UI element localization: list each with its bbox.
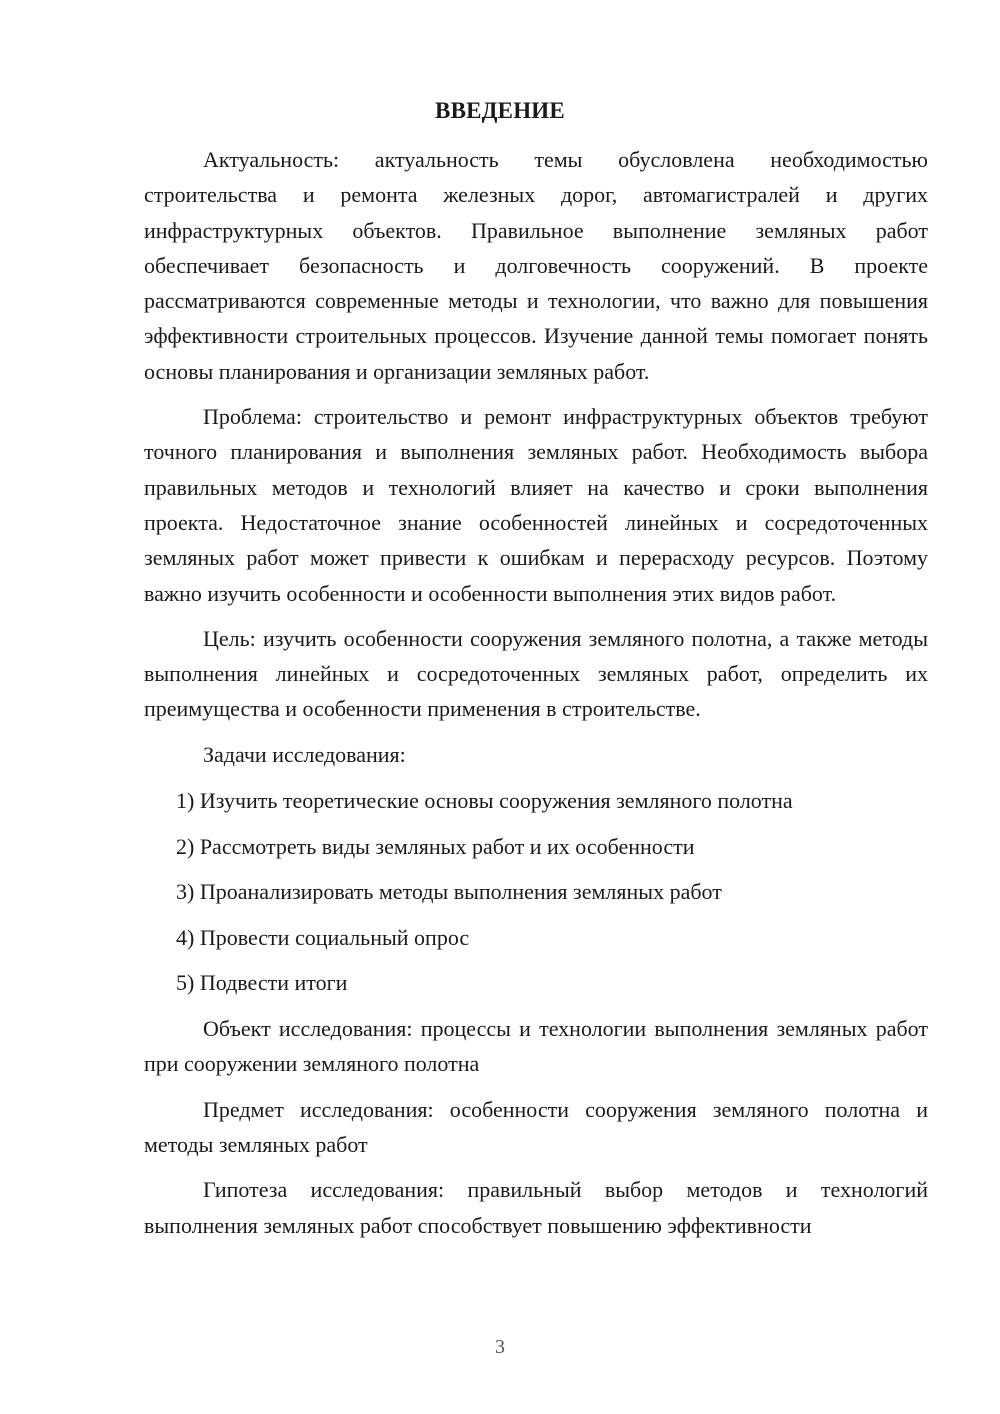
page-title: ВВЕДЕНИЕ	[435, 98, 565, 123]
paragraph-problem: Проблема: строительство и ремонт инфраструктурных объектов требуют точного планирования и выполнения земляных работ. Необходимость выбора правильных методов и технологий влияет на качество и сроки выполнения проекта. Недостаточное знание особенностей линейных и сосредоточенных земляных работ может привести к ошибкам и перерасходу ресурсов. Поэтому важно изучить особенности и особенности выполнения этих видов работ.	[144, 404, 928, 606]
paragraph-subject: Предмет исследования: особенности сооружения земляного полотна и методы земляных работ	[144, 1096, 928, 1157]
document-body	[144, 142, 928, 1253]
task-item: 2) Рассмотреть виды земляных работ и их особенности	[176, 833, 695, 859]
paragraph-goal: Цель: изучить особенности сооружения земляного полотна, а также методы выполнения линейных и сосредоточенных земляных работ, определить их преимущества и особенности применения в строительстве.	[144, 625, 928, 722]
task-item: 1) Изучить теоретические основы сооружения земляного полотна	[176, 788, 793, 814]
paragraph-object: Объект исследования: процессы и технологии выполнения земляных работ при сооружении земляного полотна	[144, 1016, 928, 1077]
task-item: 4) Провести социальный опрос	[176, 924, 470, 950]
paragraph-tasks-heading: Задачи исследования:	[203, 741, 406, 767]
task-item: 3) Проанализировать методы выполнения земляных работ	[176, 879, 722, 905]
page-number: 3	[495, 1336, 505, 1358]
paragraph-hypothesis: Гипотеза исследования: правильный выбор методов и технологий выполнения земляных работ способствует повышению эффективности	[144, 1177, 928, 1238]
task-item: 5) Подвести итоги	[176, 970, 348, 996]
paragraph-relevance: Актуальность: актуальность темы обусловлена необходимостью строительства и ремонта железных дорог, автомагистралей и других инфраструктурных объектов. Правильное выполнение земляных работ обеспечивает безопасность и долговечность сооружений. В проекте рассматриваются современные методы и технологии, что важно для повышения эффективности строительных процессов. Изучение данной темы помогает понять основы планирования и организации земляных работ.	[144, 147, 928, 384]
